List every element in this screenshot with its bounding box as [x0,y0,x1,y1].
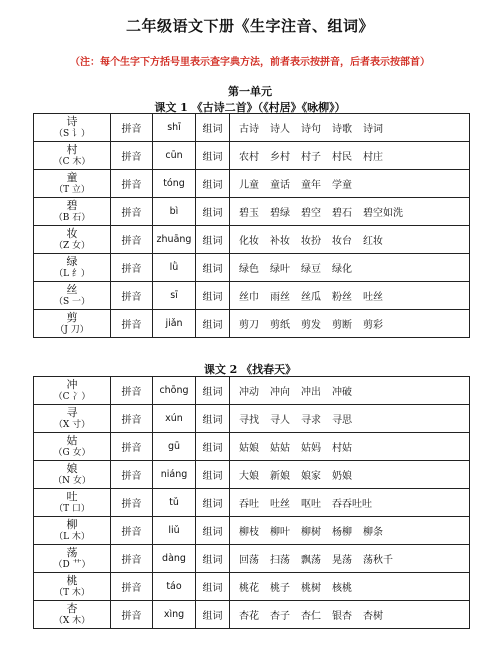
word: 杨柳 [332,527,352,538]
lesson-1-table [33,113,470,338]
lesson-1-title: 课文 1 《古诗二首》（《村居》《咏柳》） [154,101,346,114]
lookup-method: （T 立） [54,184,90,195]
pinyin-value: shī [153,114,196,142]
character: 诗 [66,114,78,128]
words-cell [230,489,470,517]
words-label: 组词 [196,198,230,226]
pinyin-label: 拼音 [111,226,153,254]
table-row [34,226,470,254]
word: 晃荡 [332,555,352,566]
lookup-method: （C 冫） [53,391,91,402]
words-label: 组词 [196,601,230,629]
word: 诗句 [301,124,321,135]
char-cell [34,254,111,282]
word: 桃花 [239,583,259,594]
word: 雨丝 [270,292,290,303]
table-row [34,517,470,545]
pinyin-value: sī [153,282,196,310]
table-row [34,198,470,226]
words-cell [230,433,470,461]
words-cell [230,545,470,573]
character: 村 [66,142,78,156]
words-cell [230,517,470,545]
table-row [34,433,470,461]
words-cell [230,310,470,338]
pinyin-value: tǔ [153,489,196,517]
words-label: 组词 [196,545,230,573]
table-row [34,170,470,198]
words-label: 组词 [196,433,230,461]
word: 妆台 [332,236,352,247]
lookup-method: （J 刀） [55,324,89,335]
word: 诗歌 [332,124,352,135]
lookup-method: （D 艹） [53,559,91,570]
words-label: 组词 [196,461,230,489]
pinyin-value: lǜ [153,254,196,282]
pinyin-label: 拼音 [111,282,153,310]
word: 姑娘 [239,443,259,454]
word: 荡秋千 [363,555,393,566]
table-row [34,310,470,338]
char-cell [34,601,111,629]
word: 村姑 [332,443,352,454]
word: 杏树 [363,611,383,622]
char-cell [34,198,111,226]
lookup-method: （X 木） [53,615,91,626]
char-cell [34,114,111,142]
word: 姑姑 [270,443,290,454]
word: 扫荡 [270,555,290,566]
char-cell [34,433,111,461]
lookup-method: （S 一） [53,296,91,307]
char-cell [34,226,111,254]
words-cell [230,170,470,198]
character: 柳 [66,517,78,531]
word: 桃子 [270,583,290,594]
word: 补妆 [270,236,290,247]
words-label: 组词 [196,377,230,405]
character: 寻 [66,405,78,419]
word: 剪发 [301,320,321,331]
char-cell [34,517,111,545]
word: 银杏 [332,611,352,622]
lookup-method: （T 木） [54,587,90,598]
pinyin-label: 拼音 [111,601,153,629]
table-row [34,545,470,573]
word: 吞吞吐吐 [332,499,372,510]
char-cell [34,170,111,198]
word: 碧绿 [270,208,290,219]
word: 奶娘 [332,471,352,482]
pinyin-label: 拼音 [111,489,153,517]
word: 寻思 [332,415,352,426]
character: 碧 [66,198,78,212]
pinyin-value: zhuāng [153,226,196,254]
word: 飘荡 [301,555,321,566]
word: 剪断 [332,320,352,331]
lookup-method: （S 讠） [53,128,91,139]
word: 妆扮 [301,236,321,247]
word: 碧空如洗 [363,208,403,219]
pinyin-label: 拼音 [111,170,153,198]
word: 大娘 [239,471,259,482]
method-note: （注：每个生字下方括号里表示查字典方法，前者表示按拼音，后者表示按部首） [70,57,430,68]
character: 吐 [66,489,78,503]
word: 村民 [332,152,352,163]
word: 核桃 [332,583,352,594]
pinyin-label: 拼音 [111,198,153,226]
word: 童话 [270,180,290,191]
word: 呕吐 [301,499,321,510]
word: 村庄 [363,152,383,163]
words-cell [230,601,470,629]
word: 娘家 [301,471,321,482]
words-cell [230,198,470,226]
table-row [34,142,470,170]
pinyin-label: 拼音 [111,405,153,433]
table-row [34,114,470,142]
word: 乡村 [270,152,290,163]
character: 童 [66,170,78,184]
word: 冲向 [270,387,290,398]
pinyin-value: chōng [153,377,196,405]
words-label: 组词 [196,226,230,254]
page-title: 二年级语文下册《生字注音、组词》 [125,17,374,35]
words-label: 组词 [196,114,230,142]
word: 学童 [332,180,352,191]
words-label: 组词 [196,282,230,310]
lesson-2-title: 课文 2 《找春天》 [203,363,297,376]
word: 吐丝 [270,499,290,510]
word: 冲出 [301,387,321,398]
char-cell [34,405,111,433]
words-label: 组词 [196,573,230,601]
words-cell [230,114,470,142]
pinyin-value: táo [153,573,196,601]
word: 村子 [301,152,321,163]
pinyin-value: bì [153,198,196,226]
character: 桃 [66,573,78,587]
word: 回荡 [239,555,259,566]
word: 童年 [301,180,321,191]
character: 荡 [66,545,78,559]
word: 碧空 [301,208,321,219]
lookup-method: （Z 女） [53,240,91,251]
char-cell [34,282,111,310]
words-cell [230,142,470,170]
table-row [34,254,470,282]
pinyin-label: 拼音 [111,254,153,282]
word: 寻人 [270,415,290,426]
pinyin-value: tóng [153,170,196,198]
table-row [34,282,470,310]
words-label: 组词 [196,489,230,517]
pinyin-value: jiǎn [153,310,196,338]
pinyin-label: 拼音 [111,517,153,545]
lookup-method: （X 寸） [53,419,91,430]
character: 姑 [66,433,78,447]
word: 柳枝 [239,527,259,538]
words-label: 组词 [196,170,230,198]
words-cell [230,226,470,254]
char-cell [34,142,111,170]
table-row [34,377,470,405]
lookup-method: （L 纟） [54,268,90,279]
pinyin-value: niáng [153,461,196,489]
word: 化妆 [239,236,259,247]
word: 柳叶 [270,527,290,538]
pinyin-label: 拼音 [111,573,153,601]
pinyin-value: xìng [153,601,196,629]
char-cell [34,310,111,338]
lookup-method: （C 木） [53,156,91,167]
lookup-method: （L 木） [54,531,90,542]
words-label: 组词 [196,405,230,433]
word: 剪刀 [239,320,259,331]
word: 红妆 [363,236,383,247]
pinyin-value: liǔ [153,517,196,545]
unit-title: 第一单元 [228,85,272,98]
word: 杏子 [270,611,290,622]
word: 冲破 [332,387,352,398]
word: 古诗 [239,124,259,135]
lesson-2-table [33,376,470,629]
word: 柳条 [363,527,383,538]
pinyin-value: cūn [153,142,196,170]
character: 杏 [66,601,78,615]
lookup-method: （T 口） [54,503,90,514]
word: 吐丝 [363,292,383,303]
pinyin-value: dàng [153,545,196,573]
words-label: 组词 [196,254,230,282]
word: 绿色 [239,264,259,275]
pinyin-label: 拼音 [111,377,153,405]
char-cell [34,377,111,405]
character: 丝 [66,282,78,296]
pinyin-label: 拼音 [111,545,153,573]
table-row [34,461,470,489]
pinyin-label: 拼音 [111,310,153,338]
table-row [34,601,470,629]
char-cell [34,573,111,601]
word: 粉丝 [332,292,352,303]
word: 儿童 [239,180,259,191]
words-cell [230,254,470,282]
lookup-method: （B 石） [53,212,91,223]
pinyin-label: 拼音 [111,461,153,489]
word: 丝瓜 [301,292,321,303]
words-cell [230,461,470,489]
word: 寻找 [239,415,259,426]
character: 妆 [66,226,78,240]
words-label: 组词 [196,517,230,545]
word: 姑妈 [301,443,321,454]
char-cell [34,461,111,489]
words-cell [230,573,470,601]
character: 剪 [66,310,78,324]
word: 碧玉 [239,208,259,219]
word: 冲动 [239,387,259,398]
pinyin-label: 拼音 [111,114,153,142]
table-row [34,405,470,433]
word: 剪纸 [270,320,290,331]
pinyin-label: 拼音 [111,142,153,170]
word: 吞吐 [239,499,259,510]
words-cell [230,282,470,310]
word: 诗人 [270,124,290,135]
lookup-method: （N 女） [53,475,91,486]
word: 丝巾 [239,292,259,303]
word: 寻求 [301,415,321,426]
words-cell [230,405,470,433]
word: 桃树 [301,583,321,594]
word: 柳树 [301,527,321,538]
pinyin-value: gū [153,433,196,461]
char-cell [34,489,111,517]
character: 娘 [66,461,78,475]
table-row [34,573,470,601]
word: 剪彩 [363,320,383,331]
word: 新娘 [270,471,290,482]
lookup-method: （G 女） [53,447,91,458]
pinyin-value: xún [153,405,196,433]
word: 碧石 [332,208,352,219]
character: 绿 [66,254,78,268]
word: 绿化 [332,264,352,275]
pinyin-label: 拼音 [111,433,153,461]
table-row [34,489,470,517]
words-label: 组词 [196,310,230,338]
word: 杏仁 [301,611,321,622]
word: 诗词 [363,124,383,135]
character: 冲 [66,377,78,391]
word: 绿豆 [301,264,321,275]
word: 杏花 [239,611,259,622]
words-cell [230,377,470,405]
char-cell [34,545,111,573]
word: 绿叶 [270,264,290,275]
word: 农村 [239,152,259,163]
words-label: 组词 [196,142,230,170]
